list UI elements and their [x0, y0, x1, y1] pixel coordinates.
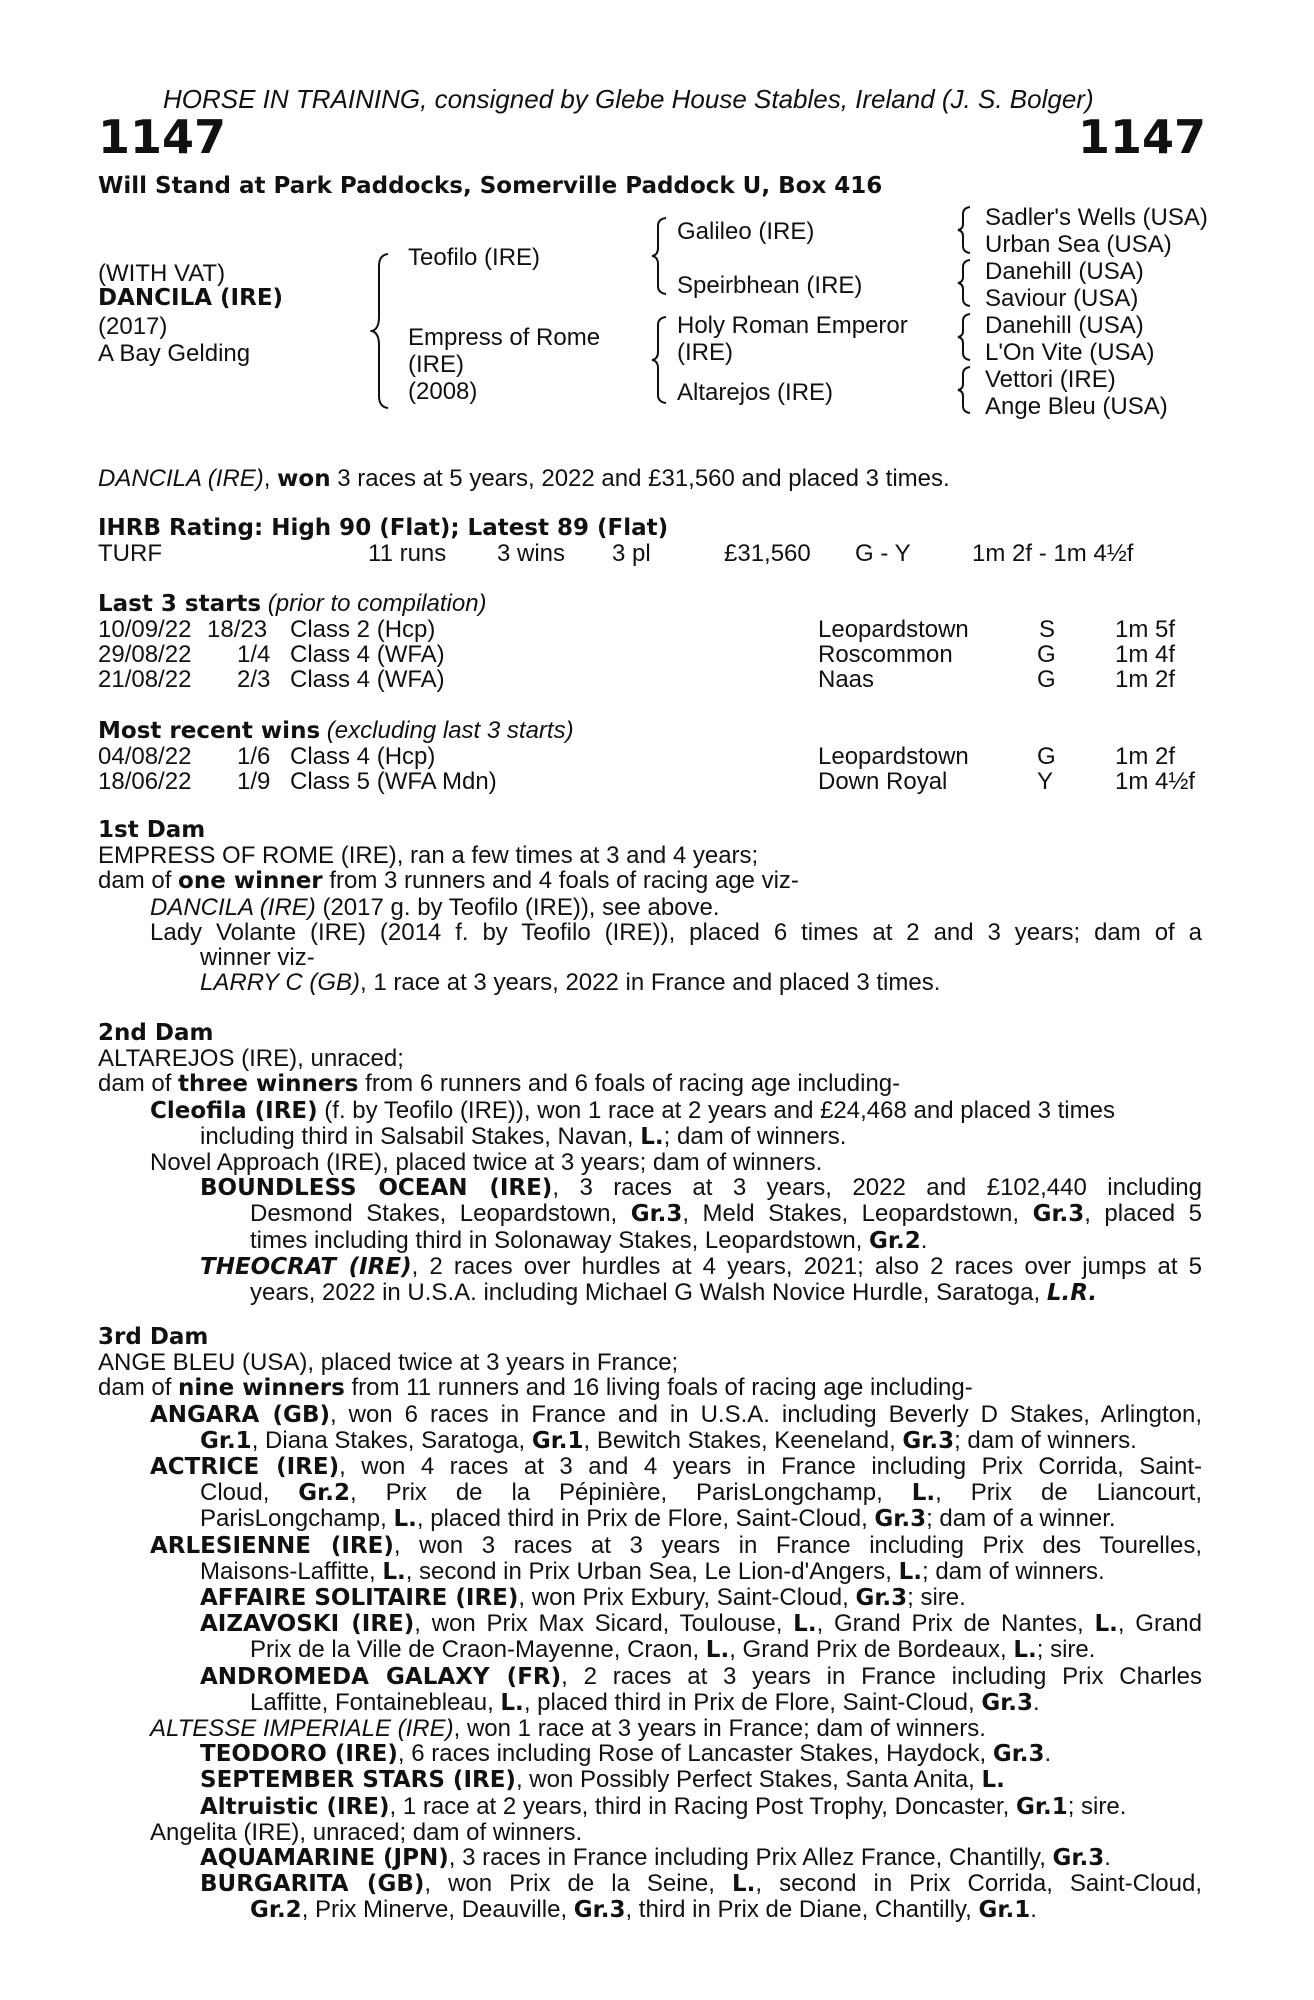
pedigree-brace-main [370, 252, 392, 410]
pedigree-dam: Empress of Rome [408, 324, 601, 351]
last-start-date: 29/08/22 [98, 641, 192, 668]
recent-win-race: Class 5 (WFA Mdn) [290, 768, 497, 795]
pedigree-dam-sire-country: (IRE) [677, 339, 733, 366]
last-start-race: Class 4 (WFA) [290, 641, 445, 668]
produce-entry: Cleofila (IRE) (f. by Teofilo (IRE)), won 1 race at 2 years and £24,468 and placed 3 times [150, 1096, 1115, 1124]
recent-wins-note: (excluding last 3 starts) [320, 717, 574, 744]
second-dam-produce-summary: dam of three winners from 6 runners and 6 foals of racing age including- [98, 1070, 901, 1098]
third-dam-heading: 3rd Dam [98, 1324, 209, 1350]
pedigree-sire: Teofilo (IRE) [408, 244, 541, 271]
recent-win-position: 1/9 [237, 768, 271, 795]
produce-entry-cont: Desmond Stakes, Leopardstown, Gr.3, Meld Stakes, Leopardstown, Gr.3, placed 5 [250, 1200, 1203, 1228]
produce-entry-cont: Maisons-Laffitte, L., second in Prix Urban Sea, Le Lion-d'Angers, L.; dam of winners. [200, 1557, 1105, 1585]
last-starts-heading: Last 3 starts [98, 591, 262, 617]
last-start-position: 1/4 [237, 641, 271, 668]
recent-win-date: 04/08/22 [98, 743, 192, 770]
produce-entry: BOUNDLESS OCEAN (IRE), 3 races at 3 years, 2022 and £102,440 including [200, 1174, 1202, 1202]
produce-entry: ACTRICE (IRE), won 4 races at 3 and 4 years in France including Prix Corrida, Saint- [150, 1453, 1202, 1481]
summary-separator: , [263, 465, 278, 492]
pedigree-brace-sire [650, 216, 670, 296]
produce-entry: Novel Approach (IRE), placed twice at 3 years; dam of winners. [150, 1149, 823, 1177]
pedigree-g7: Vettori (IRE) [985, 366, 1116, 393]
last-start-going: G [1037, 641, 1056, 668]
recent-win-position: 1/6 [237, 743, 271, 770]
pedigree-g3: Danehill (USA) [985, 258, 1144, 285]
pedigree-brace-dam [650, 315, 670, 405]
pedigree-g4: Saviour (USA) [985, 285, 1139, 312]
consignment-line: HORSE IN TRAINING, consigned by Glebe House Stables, Ireland (J. S. Bolger) [163, 84, 1094, 114]
last-start-race: Class 2 (Hcp) [290, 616, 436, 643]
rating-earnings: £31,560 [724, 540, 811, 567]
horse-year: (2017) [98, 313, 168, 340]
last-start-distance: 1m 5f [1115, 616, 1176, 643]
summary-text: 3 races at 5 years, 2022 and £31,560 and placed 3 times. [330, 465, 950, 492]
produce-entry: THEOCRAT (IRE), 2 races over hurdles at 4 years, 2021; also 2 races over jumps at 5 [200, 1252, 1202, 1280]
produce-entry-cont: times including third in Solonaway Stakes, Leopardstown, Gr.2. [250, 1226, 928, 1254]
rating-surface: TURF [98, 540, 162, 567]
recent-wins-title [98, 718, 574, 743]
third-dam-section [98, 1325, 1202, 1924]
last-start-date: 10/09/22 [98, 616, 192, 643]
pedigree-g2: Urban Sea (USA) [985, 231, 1172, 258]
produce-entry: Lady Volante (IRE) (2014 f. by Teofilo (IRE)), placed 6 times at 2 and 3 years; dam of a [150, 918, 1202, 946]
produce-entry-cont: Cloud, Gr.2, Prix de la Pépinière, ParisLongchamp, L., Prix de Liancourt, [200, 1479, 1202, 1507]
third-dam-produce-summary: dam of nine winners from 11 runners and 16 living foals of racing age including- [98, 1374, 973, 1402]
last-starts-title [98, 591, 487, 616]
last-start-course: Leopardstown [818, 616, 969, 643]
produce-entry-cont: including third in Salsabil Stakes, Navan, L.; dam of winners. [200, 1122, 847, 1150]
first-dam-heading: 1st Dam [98, 817, 206, 843]
produce-entry-cont: Prix de la Ville de Craon-Mayenne, Craon, L., Grand Prix de Bordeaux, L.; sire. [250, 1636, 1096, 1664]
summary-horse-name: DANCILA (IRE) [98, 465, 264, 492]
produce-entry-cont: Laffitte, Fontainebleau, L., placed third in Prix de Flore, Saint-Cloud, Gr.3. [250, 1688, 1040, 1716]
produce-entry: AQUAMARINE (JPN), 3 races in France including Prix Allez France, Chantilly, Gr.3. [200, 1844, 1111, 1872]
lot-number-left: 1147 [98, 110, 227, 164]
produce-entry: AIZAVOSKI (IRE), won Prix Max Sicard, Toulouse, L., Grand Prix de Nantes, L., Grand [200, 1610, 1203, 1638]
second-dam-heading: 2nd Dam [98, 1020, 214, 1046]
recent-win-going: Y [1037, 768, 1054, 795]
last-start-position: 2/3 [237, 666, 271, 693]
horse-description: A Bay Gelding [98, 340, 251, 367]
produce-entry: LARRY C (GB), 1 race at 3 years, 2022 in France and placed 3 times. [200, 969, 941, 997]
last-start-race: Class 4 (WFA) [290, 666, 445, 693]
last-start-going: G [1037, 666, 1056, 693]
last-start-going: S [1039, 616, 1056, 643]
produce-entry: DANCILA (IRE) (2017 g. by Teofilo (IRE)), see above. [150, 893, 720, 921]
produce-entry: ANGARA (GB), won 6 races in France and in U.S.A. including Beverly D Stakes, Arlington, [150, 1400, 1202, 1428]
produce-entry-cont: Gr.1, Diana Stakes, Saratoga, Gr.1, Bewitch Stakes, Keeneland, Gr.3; dam of winners. [200, 1426, 1137, 1454]
last-start-date: 21/08/22 [98, 666, 192, 693]
rating-placed: 3 pl [612, 540, 651, 567]
produce-entry: ALTESSE IMPERIALE (IRE), won 1 race at 3 years in France; dam of winners. [150, 1715, 986, 1743]
pedigree-g8: Ange Bleu (USA) [985, 393, 1168, 420]
first-dam-section [98, 818, 1202, 995]
pedigree-dam-sire: Holy Roman Emperor [677, 312, 908, 339]
produce-entry: ANDROMEDA GALAXY (FR), 2 races at 3 years in France including Prix Charles [200, 1662, 1202, 1690]
recent-win-distance: 1m 4½f [1115, 768, 1196, 795]
produce-entry: ARLESIENNE (IRE), won 3 races at 3 years in France including Prix des Tourelles, [150, 1531, 1202, 1559]
pedigree-dam-country: (IRE) [408, 351, 464, 378]
last-start-course: Naas [818, 666, 875, 693]
pedigree-dam-year: (2008) [408, 378, 478, 405]
produce-entry-cont: ParisLongchamp, L., placed third in Prix de Flore, Saint-Cloud, Gr.3; dam of a winner. [200, 1505, 1116, 1533]
second-dam-section [98, 1021, 1202, 1306]
pedigree-brace-g3 [956, 312, 974, 362]
recent-win-date: 18/06/22 [98, 768, 192, 795]
horse-name: DANCILA (IRE) [98, 285, 284, 311]
last-start-course: Roscommon [818, 641, 953, 668]
last-starts-note: (prior to compilation) [261, 590, 487, 617]
produce-entry: BURGARITA (GB), won Prix de la Seine, L., second in Prix Corrida, Saint-Cloud, [200, 1870, 1202, 1898]
pedigree-brace-g4 [956, 365, 974, 415]
summary-won: won [277, 466, 331, 492]
produce-entry-cont: Gr.2, Prix Minerve, Deauville, Gr.3, third in Prix de Diane, Chantilly, Gr.1. [250, 1896, 1037, 1924]
recent-wins-heading: Most recent wins [98, 718, 321, 744]
pedigree-brace-g1 [956, 205, 974, 255]
rating-wins: 3 wins [497, 540, 566, 567]
recent-win-course: Leopardstown [818, 743, 969, 770]
vat-note: (WITH VAT) [98, 260, 226, 287]
recent-win-distance: 1m 2f [1115, 743, 1176, 770]
second-dam-description: ALTAREJOS (IRE), unraced; [98, 1045, 404, 1073]
rating-runs: 11 runs [368, 540, 447, 567]
third-dam-description: ANGE BLEU (USA), placed twice at 3 years in France; [98, 1349, 679, 1377]
produce-entry: TEODORO (IRE), 6 races including Rose of Lancaster Stakes, Haydock, Gr.3. [200, 1740, 1052, 1768]
recent-win-race: Class 4 (Hcp) [290, 743, 436, 770]
last-start-distance: 1m 2f [1115, 666, 1176, 693]
pedigree-g1: Sadler's Wells (USA) [985, 204, 1208, 231]
last-start-distance: 1m 4f [1115, 641, 1176, 668]
produce-entry: Altruistic (IRE), 1 race at 2 years, third in Racing Post Trophy, Doncaster, Gr.1; sire. [200, 1792, 1127, 1820]
produce-entry: SEPTEMBER STARS (IRE), won Possibly Perfect Stakes, Santa Anita, L. [200, 1766, 1005, 1794]
pedigree-dam-dam: Altarejos (IRE) [677, 379, 834, 406]
rating-title: IHRB Rating: High 90 (Flat); Latest 89 (Flat) [98, 515, 669, 541]
lot-number-right: 1147 [1077, 110, 1206, 164]
first-dam-description: EMPRESS OF ROME (IRE), ran a few times at 3 and 4 years; [98, 842, 759, 870]
recent-win-going: G [1037, 743, 1056, 770]
pedigree-sire-sire: Galileo (IRE) [677, 218, 815, 245]
produce-entry-cont: winner viz- [200, 944, 315, 972]
pedigree-g5: Danehill (USA) [985, 312, 1144, 339]
produce-entry-cont: years, 2022 in U.S.A. including Michael G Walsh Novice Hurdle, Saratoga, L.R. [250, 1279, 1098, 1307]
rating-distance: 1m 2f - 1m 4½f [972, 540, 1134, 567]
produce-entry: Angelita (IRE), unraced; dam of winners. [150, 1818, 583, 1846]
first-dam-produce-summary: dam of one winner from 3 runners and 4 foals of racing age viz- [98, 867, 799, 895]
race-summary [98, 466, 950, 491]
produce-entry: AFFAIRE SOLITAIRE (IRE), won Prix Exbury, Saint-Cloud, Gr.3; sire. [200, 1584, 966, 1612]
pedigree-g6: L'On Vite (USA) [985, 339, 1155, 366]
recent-win-course: Down Royal [818, 768, 948, 795]
pedigree-brace-g2 [956, 258, 974, 308]
last-start-position: 18/23 [207, 616, 268, 643]
stand-location: Will Stand at Park Paddocks, Somerville Paddock U, Box 416 [98, 173, 883, 199]
rating-going: G - Y [855, 540, 911, 567]
pedigree-sire-dam: Speirbhean (IRE) [677, 272, 863, 299]
